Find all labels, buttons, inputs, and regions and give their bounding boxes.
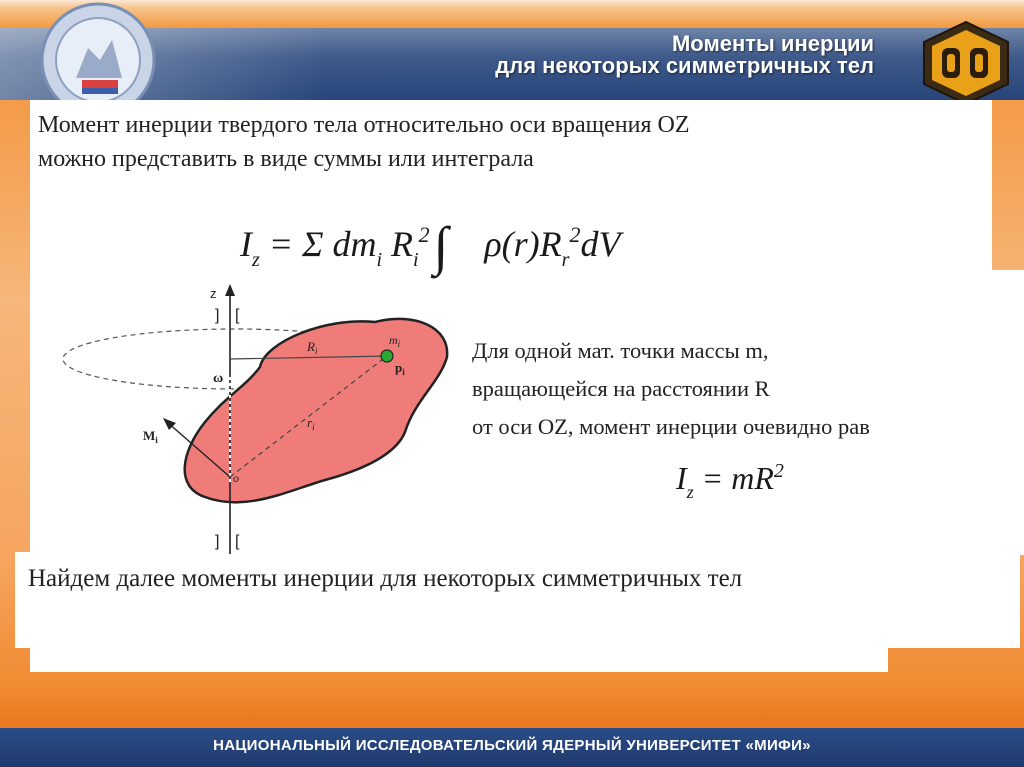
formula-R: R bbox=[382, 224, 414, 264]
formula-z-subscript: z bbox=[252, 249, 260, 271]
formula-square: 2 bbox=[418, 222, 430, 247]
slide-title-line2: для некоторых симметричных тел bbox=[495, 53, 874, 78]
footer-text: НАЦИОНАЛЬНЫЙ ИССЛЕДОВАТЕЛЬСКИЙ ЯДЕРНЫЙ УНИВЕРСИТЕТ «МИФИ» bbox=[213, 737, 811, 754]
formula-square-2: 2 bbox=[569, 222, 581, 247]
integral-sign: ∫ bbox=[433, 216, 449, 276]
origin-label: o bbox=[233, 471, 239, 485]
z-axis-arrow-icon bbox=[225, 284, 235, 296]
point-text-line-1: Для одной мат. точки массы m, bbox=[472, 338, 769, 363]
formula-I: I bbox=[240, 224, 252, 264]
formula-r-subscript: r bbox=[561, 249, 570, 271]
formula-R-subscript: i bbox=[413, 249, 419, 271]
formula-sum-dm: = Σ dm bbox=[259, 224, 377, 264]
formula2-I: I bbox=[676, 460, 687, 496]
mass-point bbox=[381, 350, 393, 362]
bearing-bottom-right: [ bbox=[235, 533, 240, 550]
point-mass-formula bbox=[676, 460, 784, 503]
formula-dV: dV bbox=[580, 224, 621, 264]
omega-label: ω bbox=[213, 371, 224, 386]
point-text-line-3: от оси OZ, момент инерции очевидно рав bbox=[472, 414, 870, 439]
r-label: $r_i$ bbox=[307, 415, 315, 432]
moment-of-inertia-formula bbox=[240, 215, 620, 277]
rigid-body-diagram bbox=[55, 282, 455, 554]
formula2-z-subscript: z bbox=[686, 482, 694, 502]
slide-title-line1: Моменты инерции bbox=[671, 31, 874, 56]
p-label: $p_i$ bbox=[395, 360, 405, 377]
intro-line-1: Момент инерции твердого тела относительно оси вращения OZ bbox=[38, 112, 690, 138]
mephi-logo-icon bbox=[920, 20, 1012, 106]
formula-i-subscript: i bbox=[376, 249, 383, 271]
point-text-line-2: вращающейся на расстоянии R bbox=[472, 376, 770, 401]
mass-label: $m_i$ bbox=[389, 333, 401, 349]
formula2-eq-mR: = mR bbox=[693, 460, 774, 496]
formula-rho: ρ(r)R bbox=[484, 224, 562, 264]
M-label: $M_i$ bbox=[143, 428, 158, 445]
bearing-top-left: ] bbox=[215, 307, 220, 324]
bearing-top-right: [ bbox=[235, 307, 240, 324]
conclusion-panel-tail bbox=[30, 640, 888, 672]
slide-title bbox=[495, 33, 874, 77]
z-axis-label: z bbox=[210, 286, 217, 301]
R-label: $R_i$ bbox=[307, 339, 318, 356]
bearing-bottom-left: ] bbox=[215, 533, 220, 550]
conclusion-text: Найдем далее моменты инерции для некоторых симметричных тел bbox=[28, 565, 743, 592]
formula2-square: 2 bbox=[773, 460, 784, 482]
intro-line-2: можно представить в виде суммы или интеграла bbox=[38, 146, 534, 172]
